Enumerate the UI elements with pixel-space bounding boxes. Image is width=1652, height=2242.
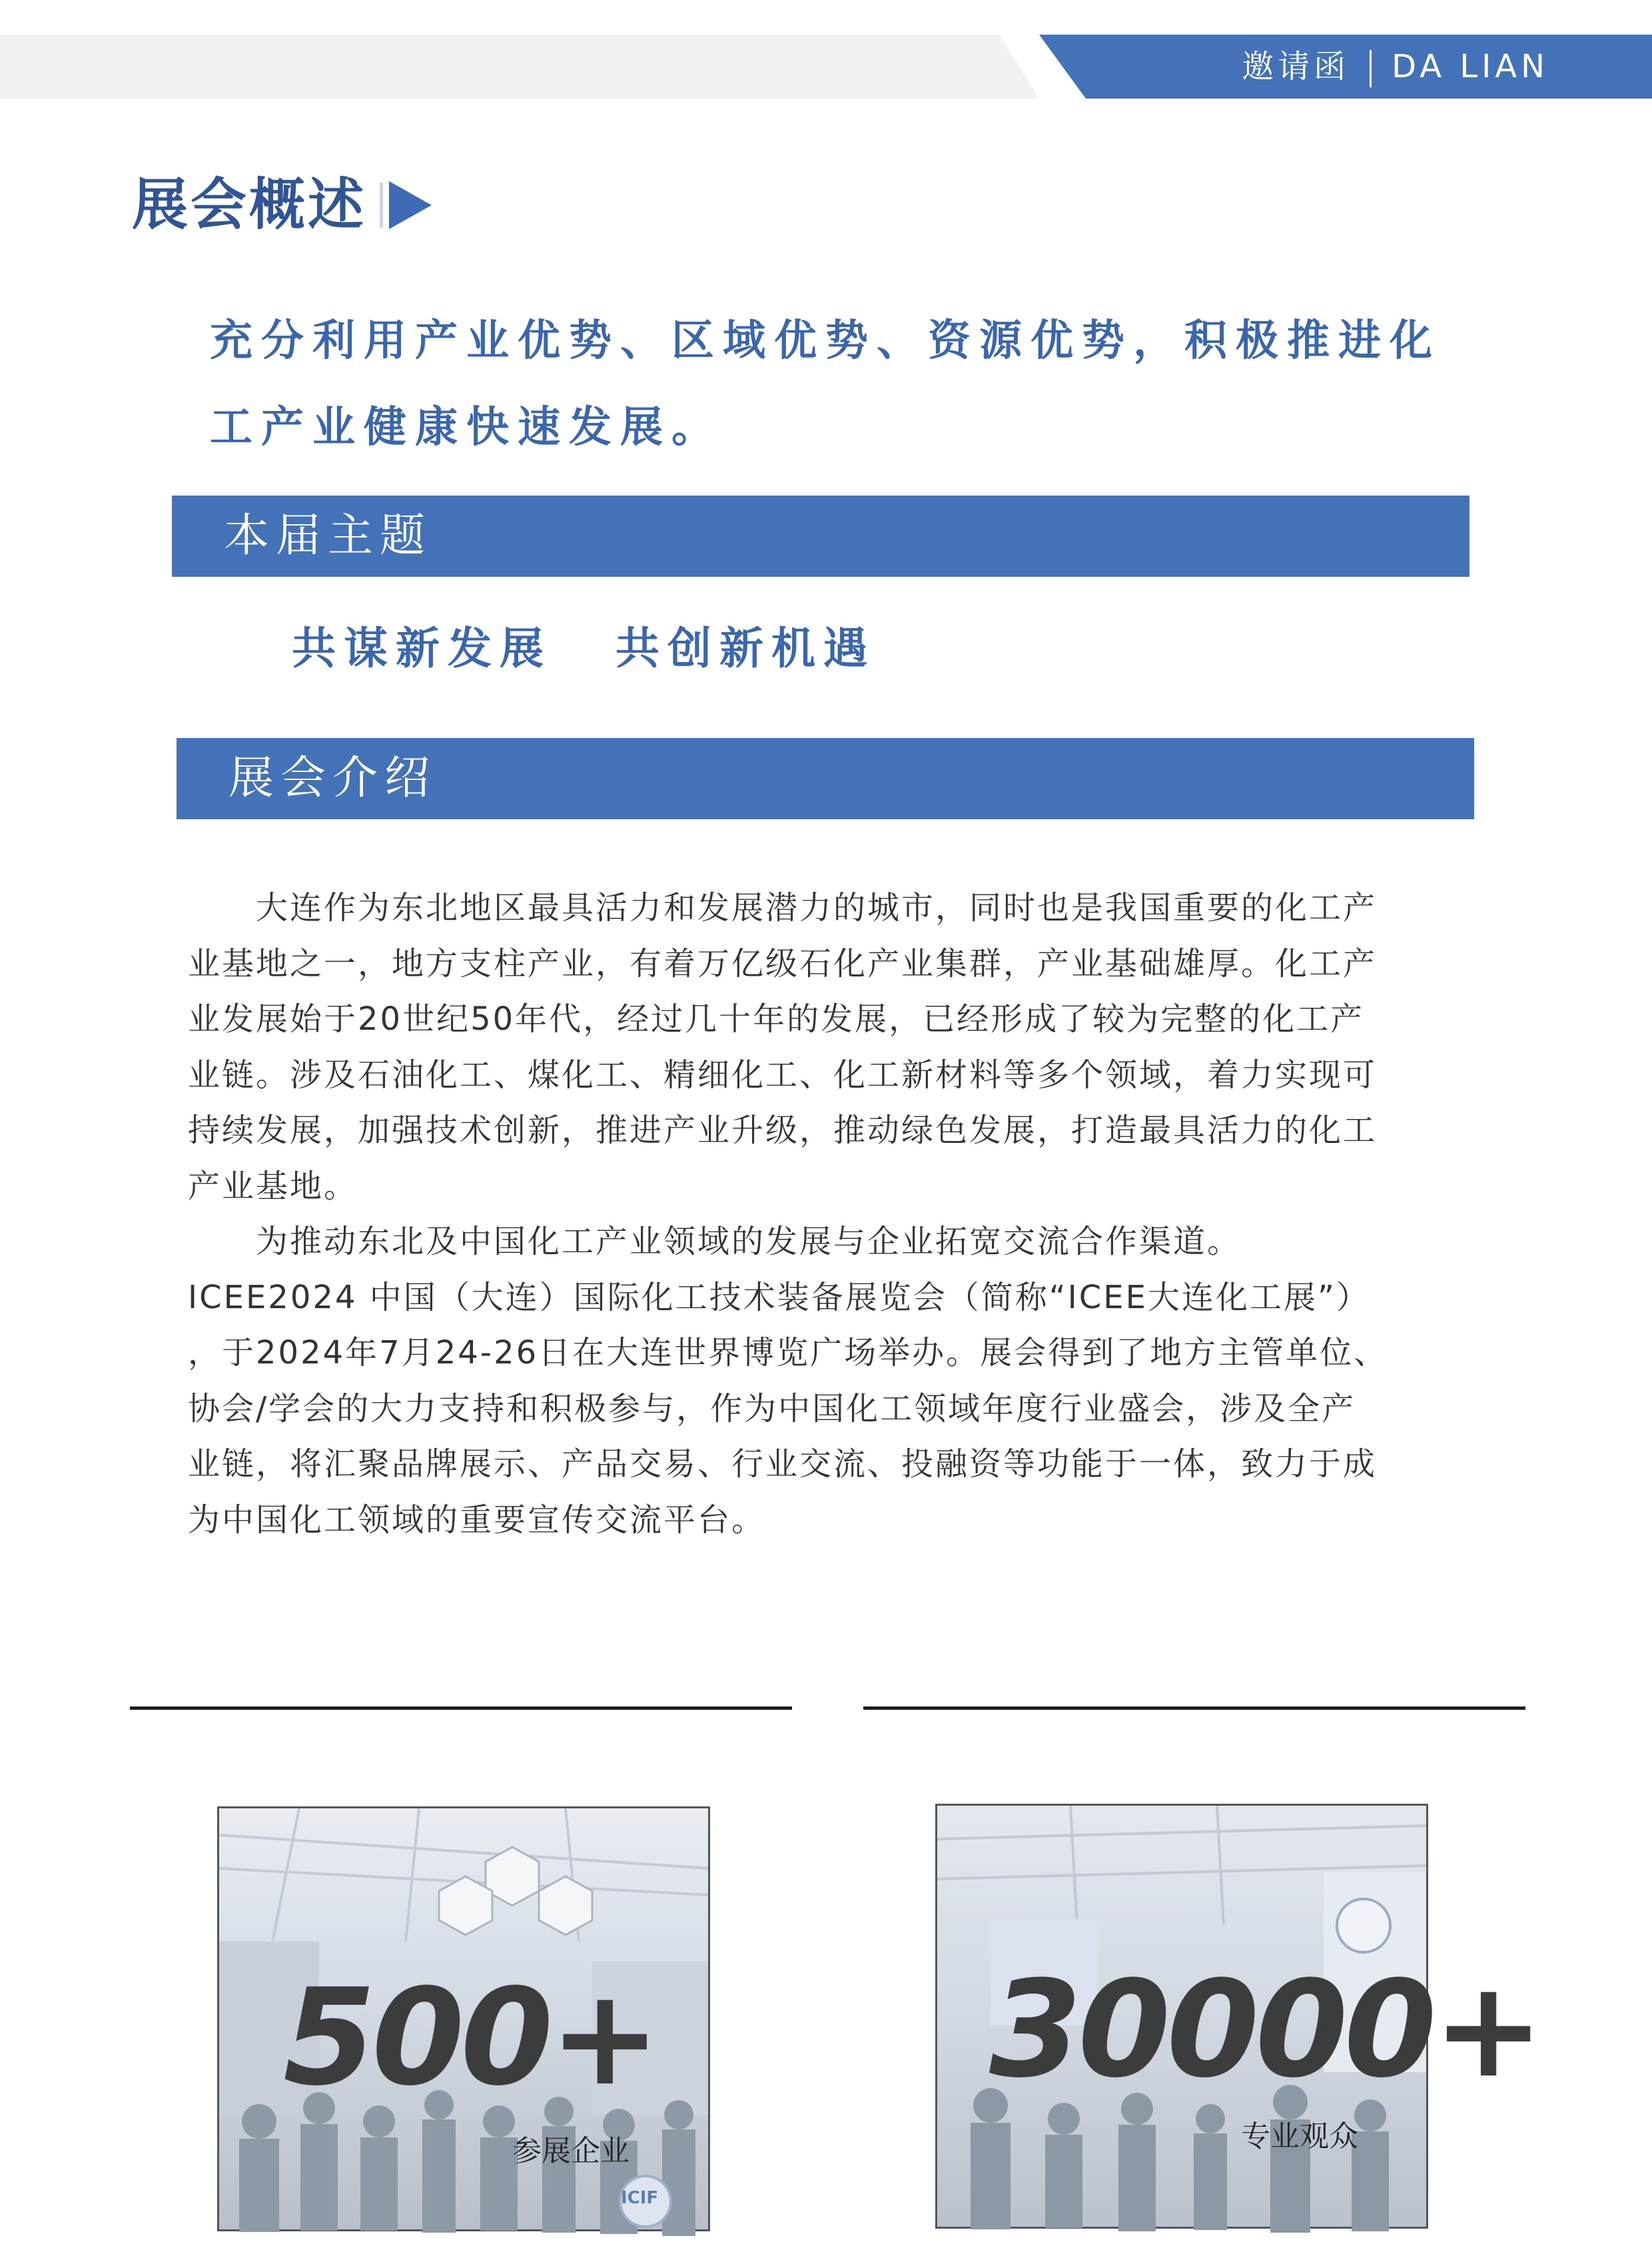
header-label [1242,35,1549,99]
page-title: 展会概述 [132,172,367,237]
tagline-line-1: 充分利用产业优势、区域优势、资源优势，积极推进化 [210,316,1441,366]
theme-slogan-part-1: 共谋新发展 [292,623,552,674]
paragraph-line: 业发展始于20世纪50年代，经过几十年的发展，已经形成了较为完整的化工产 [188,1000,1365,1038]
header-divider [1370,50,1372,87]
theme-slogan [292,613,875,676]
theme-band [172,496,1469,577]
intro-band-label: 展会介绍 [228,752,437,805]
divider-left [130,1706,792,1710]
stat-card-visitors [935,1804,1541,2229]
city-label: DA LIAN [1392,48,1549,85]
paragraph-line: 产业基地。 [188,1167,358,1205]
paragraph-line: ，于2024年7月24-26日在大连世界博览广场举办。展会得到了地方主管单位、 [188,1334,1388,1371]
intro-paragraph-1 [188,881,1467,1214]
theme-band-label: 本届主题 [224,510,432,562]
paragraph-line: 持续发展，加强技术创新，推进产业升级，推动绿色发展，打造最具活力的化工 [188,1112,1378,1149]
tagline-line-2: 工产业健康快速发展。 [210,403,723,452]
invitation-label: 邀请函 [1242,48,1350,85]
divider-right [863,1706,1525,1710]
icif-badge-text: ICIF [621,2188,659,2208]
paragraph-line: ICEE2024 中国（大连）国际化工技术装备展览会（简称“ICEE大连化工展”） [188,1278,1370,1316]
paragraph-line: 为中国化工领域的重要宣传交流平台。 [188,1501,766,1539]
intro-band [177,738,1474,819]
paragraph-line: 业基地之一，地方支柱产业，有着万亿级石化产业集群，产业基础雄厚。化工产 [188,944,1378,982]
header-grey-bar [0,35,1039,99]
paragraph-line: 业链，将汇聚品牌展示、产品交易、行业交流、投融资等功能于一体，致力于成 [188,1445,1378,1483]
stat-value-visitors: 30000+ [989,1952,1541,2107]
stat-label-visitors: 专业观众 [1241,2119,1358,2153]
intro-text [188,881,1467,1548]
stat-label-exhibitors: 参展企业 [512,2134,629,2168]
stat-value-exhibitors: 500+ [283,1960,657,2115]
paragraph-line: 协会/学会的大力支持和积极参与，作为中国化工领域年度行业盛会，涉及全产 [188,1389,1356,1427]
stat-card-exhibitors [217,1806,710,2231]
paragraph-line: 为推动东北及中国化工产业领域的发展与企业拓宽交流合作渠道。 [188,1223,1242,1260]
theme-slogan-part-2: 共创新机遇 [616,623,875,674]
play-triangle-icon [380,179,434,232]
paragraph-line: 业链。涉及石油化工、煤化工、精细化工、化工新材料等多个领域，着力实现可 [188,1056,1378,1094]
intro-paragraph-2 [188,1214,1467,1548]
paragraph-line: 大连作为东北地区最具活力和发展潜力的城市，同时也是我国重要的化工产 [188,889,1378,927]
